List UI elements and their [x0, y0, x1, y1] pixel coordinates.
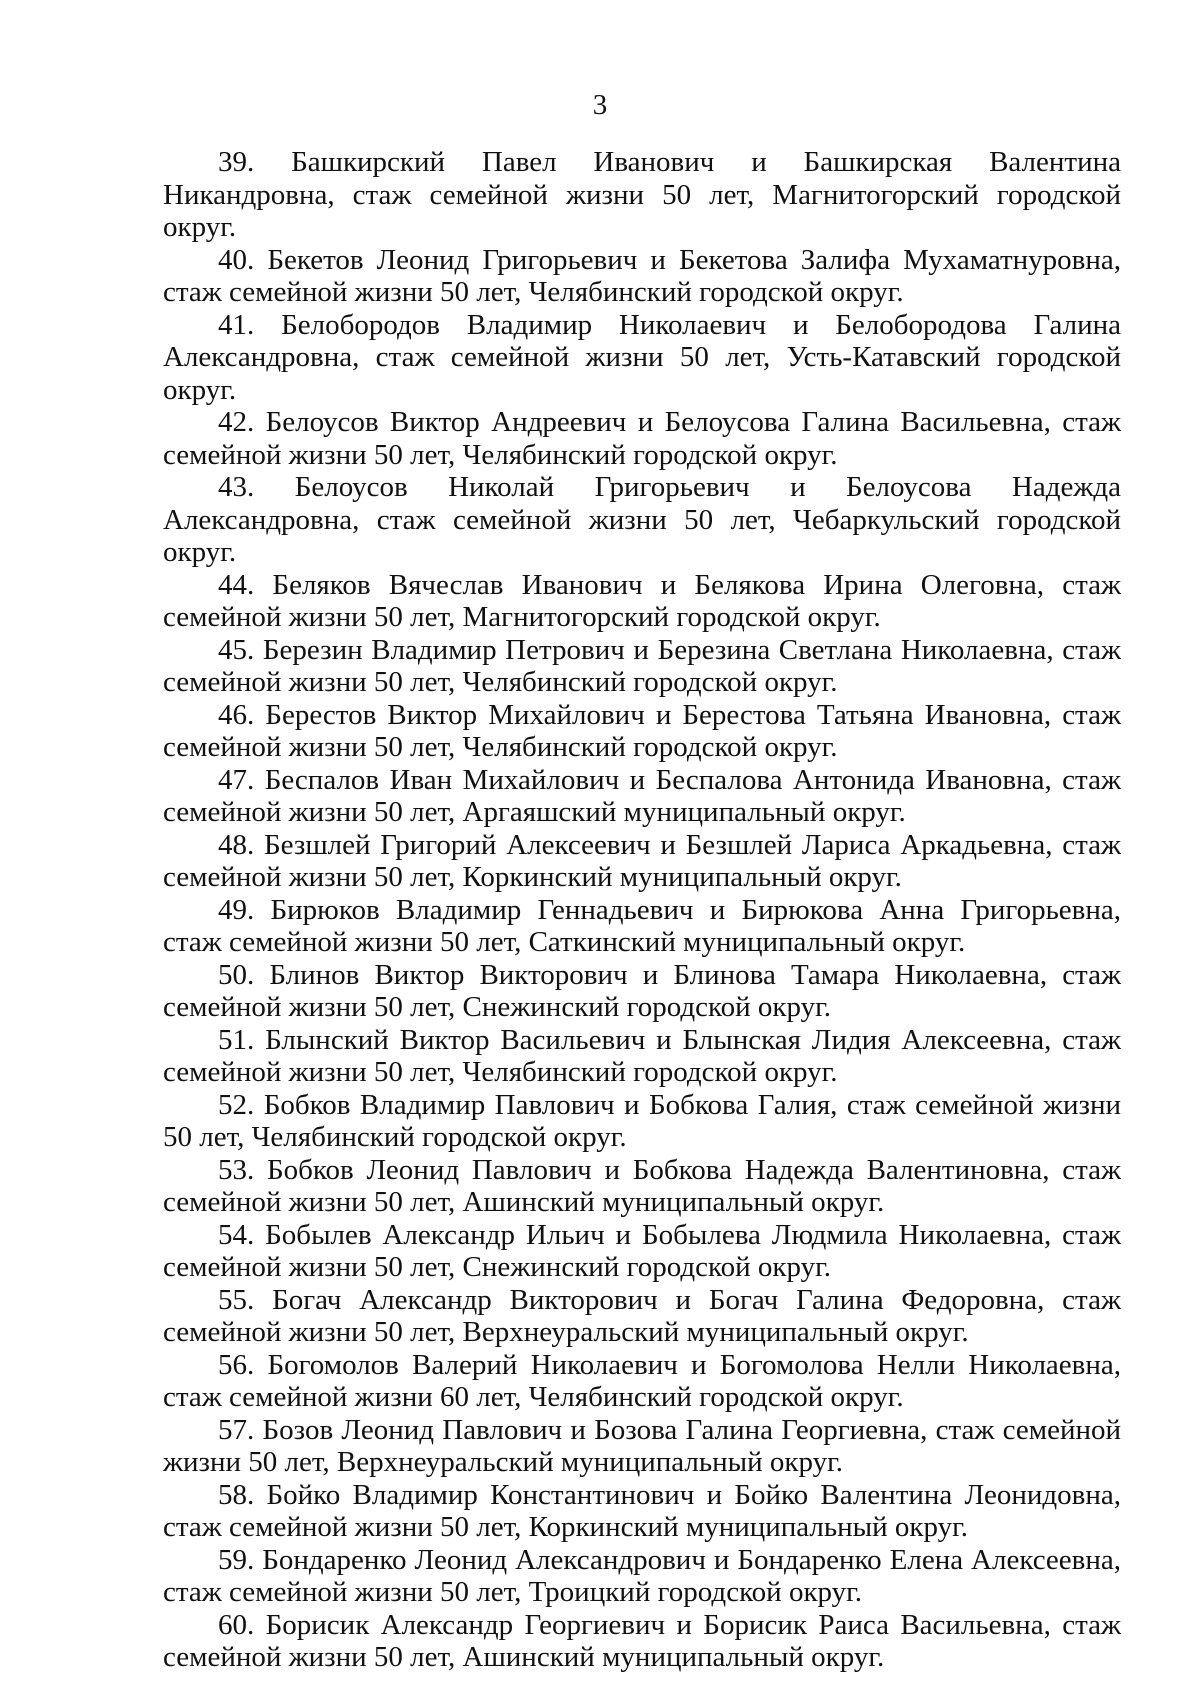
- list-item: [163, 634, 1121, 699]
- list-item: [163, 1219, 1121, 1284]
- item-number: 46.: [218, 698, 255, 731]
- list-item: [163, 471, 1121, 569]
- item-text: Белоусов Николай Григорьевич и Белоусова Надежда Александровна, стаж семейной жизни 50 лет, Чебаркульский городской округ.: [163, 471, 1122, 568]
- item-text: Богач Александр Викторович и Богач Галина Федоровна, стаж семейной жизни 50 лет, Верхнеуральский муниципальный округ.: [163, 1283, 1121, 1348]
- item-number: 45.: [218, 633, 255, 666]
- item-text: Бобков Владимир Павлович и Бобкова Галия, стаж семейной жизни 50 лет, Челябинский городской округ.: [163, 1088, 1122, 1153]
- item-text: Бойко Владимир Константинович и Бойко Валентина Леонидовна, стаж семейной жизни 50 лет, Коркинский муниципальный округ.: [163, 1478, 1121, 1543]
- item-number: 39.: [218, 146, 255, 178]
- list-item: [163, 764, 1121, 829]
- list-item: [163, 829, 1121, 894]
- list-item: [163, 1414, 1121, 1479]
- item-text: Безшлей Григорий Алексеевич и Безшлей Лариса Аркадьевна, стаж семейной жизни 50 лет, Коркинский муниципальный округ.: [163, 828, 1121, 893]
- item-text: Беляков Вячеслав Иванович и Белякова Ирина Олеговна, стаж семейной жизни 50 лет, Магнитогорский городской округ.: [163, 568, 1122, 633]
- item-number: 48.: [218, 828, 255, 861]
- award-list: [163, 146, 1121, 1674]
- list-item: [163, 699, 1121, 764]
- item-text: Березин Владимир Петрович и Березина Светлана Николаевна, стаж семейной жизни 50 лет, Челябинский городской округ.: [163, 633, 1122, 698]
- item-number: 40.: [218, 243, 255, 276]
- item-text: Бобылев Александр Ильич и Бобылева Людмила Николаевна, стаж семейной жизни 50 лет, Снежинский городской округ.: [163, 1218, 1121, 1283]
- list-item: [163, 1349, 1121, 1414]
- item-text: Блынский Виктор Васильевич и Блынская Лидия Алексеевна, стаж семейной жизни 50 лет, Челябинский городской округ.: [163, 1023, 1122, 1088]
- item-number: 53.: [218, 1153, 255, 1186]
- list-item: [163, 244, 1121, 309]
- list-item: [163, 1154, 1121, 1219]
- list-item: [163, 1544, 1121, 1609]
- item-number: 42.: [218, 406, 255, 438]
- item-number: 41.: [218, 308, 255, 341]
- list-item: [163, 309, 1121, 407]
- item-number: 50.: [218, 958, 255, 991]
- item-number: 51.: [218, 1023, 255, 1056]
- item-number: 55.: [218, 1283, 255, 1316]
- list-item: [163, 959, 1121, 1024]
- item-text: Бирюков Владимир Геннадьевич и Бирюкова Анна Григорьевна, стаж семейной жизни 50 лет, Саткинский муниципальный округ.: [163, 893, 1121, 958]
- list-item: [163, 894, 1121, 959]
- list-item: [163, 1024, 1121, 1089]
- item-text: Блинов Виктор Викторович и Блинова Тамара Николаевна, стаж семейной жизни 50 лет, Снежинский городской округ.: [163, 958, 1121, 1023]
- item-number: 49.: [218, 893, 255, 926]
- item-number: 44.: [218, 568, 255, 601]
- item-number: 57.: [218, 1413, 255, 1446]
- list-item: [163, 406, 1121, 471]
- item-text: Бозов Леонид Павлович и Бозова Галина Георгиевна, стаж семейной жизни 50 лет, Верхнеуральский муниципальный округ.: [163, 1413, 1122, 1478]
- item-text: Богомолов Валерий Николаевич и Богомолова Нелли Николаевна, стаж семейной жизни 60 лет, Челябинский городской округ.: [163, 1348, 1122, 1413]
- item-text: Борисик Александр Георгиевич и Борисик Раиса Васильевна, стаж семейной жизни 50 лет, Ашинский муниципальный округ.: [163, 1608, 1122, 1673]
- item-text: Бобков Леонид Павлович и Бобкова Надежда Валентиновна, стаж семейной жизни 50 лет, Ашинский муниципальный округ.: [163, 1153, 1121, 1218]
- page-number: 3: [592, 89, 608, 121]
- list-item: [163, 1089, 1121, 1154]
- item-text: Бондаренко Леонид Александрович и Бондаренко Елена Алексеевна, стаж семейной жизни 50 лет, Троицкий городской округ.: [163, 1543, 1121, 1608]
- item-text: Белоусов Виктор Андреевич и Белоусова Галина Васильевна, стаж семейной жизни 50 лет, Челябинский городской округ.: [163, 406, 1122, 471]
- item-number: 43.: [218, 471, 255, 503]
- item-text: Беспалов Иван Михайлович и Беспалова Антонида Ивановна, стаж семейной жизни 50 лет, Аргаяшский муниципальный округ.: [163, 763, 1121, 828]
- list-item: [163, 1284, 1121, 1349]
- item-number: 47.: [218, 763, 255, 796]
- list-item: [163, 569, 1121, 634]
- item-text: Белобородов Владимир Николаевич и Белобородова Галина Александровна, стаж семейной жизни 50 лет, Усть-Катавский городской округ.: [163, 308, 1122, 406]
- item-text: Берестов Виктор Михайлович и Берестова Татьяна Ивановна, стаж семейной жизни 50 лет, Челябинский городской округ.: [163, 698, 1121, 763]
- item-text: Бекетов Леонид Григорьевич и Бекетова Залифа Мухаматнуровна, стаж семейной жизни 50 лет, Челябинский городской округ.: [163, 243, 1121, 308]
- item-number: 56.: [218, 1348, 255, 1381]
- item-number: 60.: [218, 1608, 255, 1641]
- list-item: [163, 1609, 1121, 1674]
- item-number: 58.: [218, 1478, 255, 1511]
- item-number: 54.: [218, 1218, 255, 1251]
- list-item: [163, 146, 1121, 244]
- list-item: [163, 1479, 1121, 1544]
- item-text: Башкирский Павел Иванович и Башкирская Валентина Никандровна, стаж семейной жизни 50 лет, Магнитогорский городской округ.: [163, 146, 1122, 243]
- item-number: 59.: [218, 1543, 255, 1576]
- item-number: 52.: [218, 1088, 255, 1121]
